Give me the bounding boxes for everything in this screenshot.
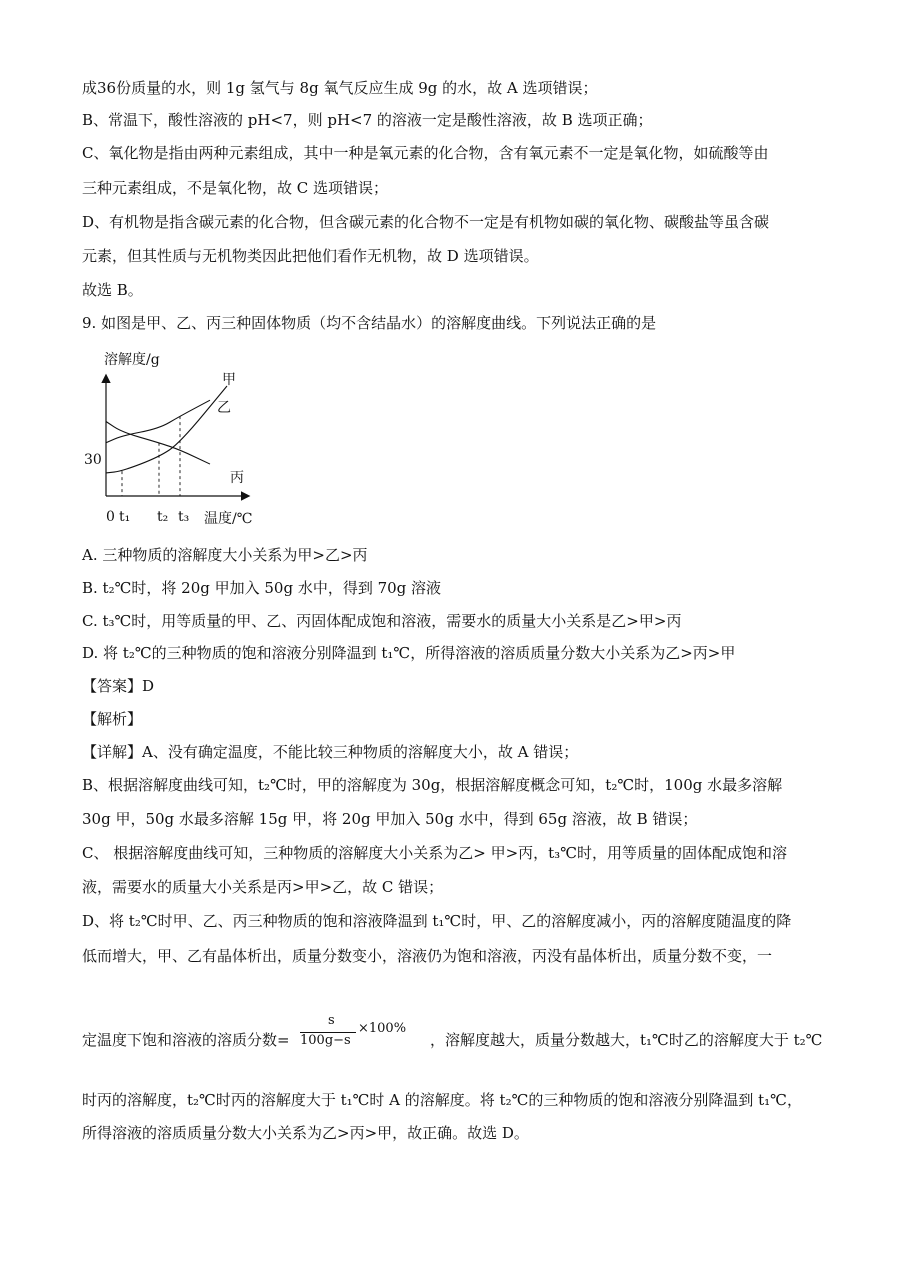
x-tick-t1: t₁ [119,509,131,525]
text-line-6: 故选 B。 [82,281,143,299]
x-axis-label: 温度/℃ [204,511,253,527]
explanation-b-2: 30g 甲，50g 水最多溶解 15g 甲，将 20g 甲加入 50g 水中，得到 65g 溶液，故 B 错误； [82,810,698,828]
text-line-4: D、有机物是指含碳元素的化合物，但含碳元素的化合物不一定是有机物如碳的氧化物、碳酸盐等虽含碳 [82,213,770,231]
solubility-chart [82,346,272,531]
option-b: B. t₂℃时，将 20g 甲加入 50g 水中，得到 70g 溶液 [82,579,442,597]
explanation-c-1: C、 根据溶解度曲线可知，三种物质的溶解度大小关系为乙> 甲>丙，t₃℃时，用等质量的固体配成饱和溶 [82,844,787,862]
option-c: C. t₃℃时，用等质量的甲、乙、丙固体配成饱和溶液，需要水的质量大小关系是乙>甲>丙 [82,612,682,630]
explanation-d-4: 时丙的溶解度，t₂℃时丙的溶解度大于 t₁℃时 A 的溶解度。将 t₂℃的三种物质的饱和溶液分别降温到 t₁℃， [82,1091,802,1109]
y-tick-30: 30 [84,452,102,468]
option-a: A. 三种物质的溶解度大小关系为甲>乙>丙 [82,546,368,564]
series-label-2: 丙 [230,470,244,486]
mass-fraction-formula [298,1013,418,1053]
text-line-1: B、常温下，酸性溶液的 pH<7，则 pH<7 的溶液一定是酸性溶液，故 B 选项正确； [82,111,653,129]
series-label-1: 乙 [217,400,231,416]
formula-denominator: 100g−s [300,1033,351,1048]
option-d: D. 将 t₂℃的三种物质的饱和溶液分别降温到 t₁℃，所得溶液的溶质质量分数大小关系为乙>丙>甲 [82,644,736,662]
answer-label: 【答案】D [82,677,155,695]
formula-multiplier: ×100% [358,1021,407,1036]
explanation-d-1: D、将 t₂℃时甲、乙、丙三种物质的饱和溶液降温到 t₁℃时，甲、乙的溶解度减小，丙的溶解度随温度的降 [82,912,792,930]
explanation-d-3: 定温度下饱和溶液的溶质分数= [82,1031,290,1049]
text-line-2: C、氧化物是指由两种元素组成，其中一种是氧元素的化合物，含有氧元素不一定是氧化物，如硫酸等由 [82,144,769,162]
text-line-0: 成36份质量的水，则 1g 氢气与 8g 氧气反应生成 9g 的水，故 A 选项错误； [82,79,598,97]
y-axis-label: 溶解度/g [104,352,160,368]
curve-1 [106,400,210,443]
origin-label: 0 [106,509,115,525]
explanation-d-5: 所得溶液的溶质质量分数大小关系为乙>丙>甲，故正确。故选 D。 [82,1124,529,1142]
text-line-3: 三种元素组成，不是氧化物，故 C 选项错误； [82,179,389,197]
text-line-5: 元素，但其性质与无机物类因此把他们看作无机物，故 D 选项错误。 [82,247,539,265]
explanation-a: 【详解】A、没有确定温度，不能比较三种物质的溶解度大小，故 A 错误； [82,743,579,761]
x-tick-t3: t₃ [178,509,190,525]
explanation-d-3-tail: ，溶解度越大，质量分数越大，t₁℃时乙的溶解度大于 t₂℃ [430,1031,823,1049]
explanation-d-2: 低而增大，甲、乙有晶体析出，质量分数变小，溶液仍为饱和溶液，丙没有晶体析出，质量分数不变，一 [82,947,773,965]
curve-0 [106,386,227,473]
question-9: 9. 如图是甲、乙、丙三种固体物质（均不含结晶水）的溶解度曲线。下列说法正确的是 [82,314,657,332]
explanation-b-1: B、根据溶解度曲线可知，t₂℃时，甲的溶解度为 30g，根据溶解度概念可知，t₂℃时，100g 水最多溶解 [82,776,783,794]
explanation-c-2: 液，需要水的质量大小关系是丙>甲>乙，故 C 错误； [82,878,444,896]
series-label-0: 甲 [222,372,236,388]
analysis-label: 【解析】 [82,710,143,728]
x-tick-t2: t₂ [157,509,169,525]
formula-numerator: s [328,1013,335,1028]
